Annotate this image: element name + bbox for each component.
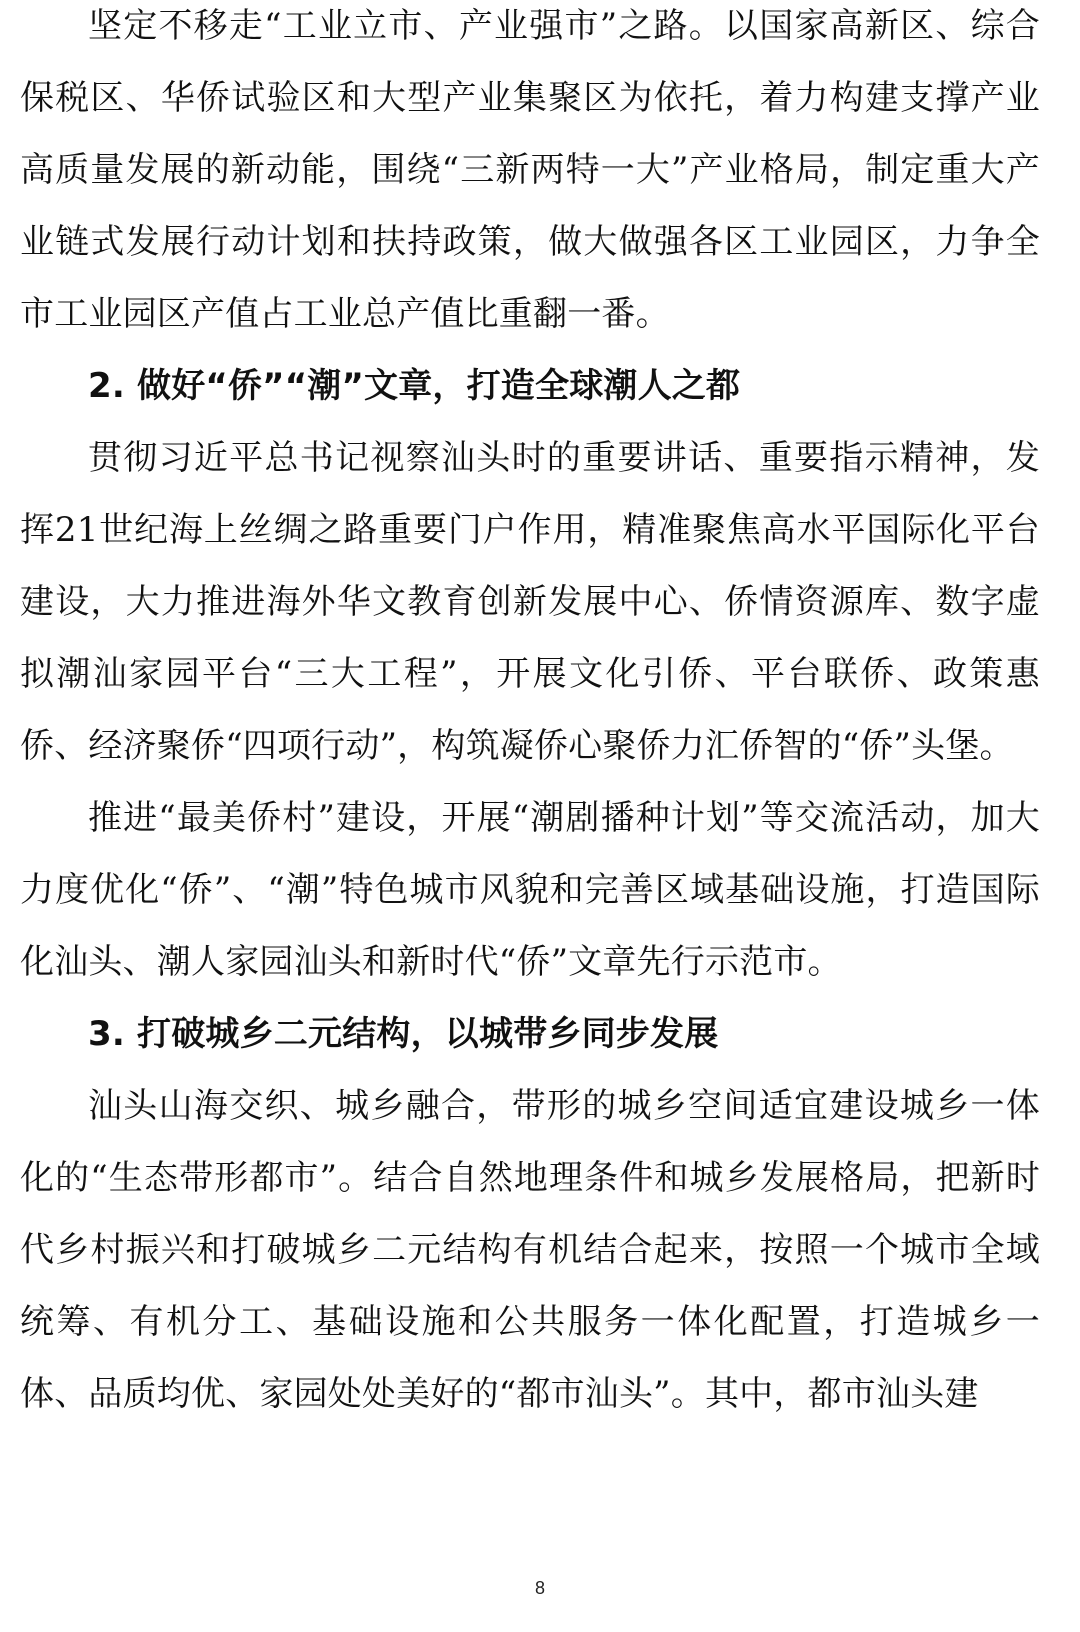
section-heading-3 [20,998,1040,1070]
page-number: 8 [534,1578,545,1598]
paragraph-continuation [20,0,1040,350]
paragraph [20,422,1040,782]
paragraph [20,782,1040,998]
paragraph [20,1070,1040,1430]
paragraph-text: 汕头山海交织、城乡融合，带形的城乡空间适宜建设城乡一体化的“生态带形都市”。结合自然地理条件和城乡发展格局，把新时代乡村振兴和打破城乡二元结构有机结合起来，按照一个城市全域统筹、有机分工、基础设施和公共服务一体化配置，打造城乡一体、品质均优、家园处处美好的“都市汕头”。其中，都市汕头建 [20,1086,1040,1414]
paragraph-text: 坚定不移走“工业立市、产业强市”之路。以国家高新区、综合保税区、华侨试验区和大型产业集聚区为依托，着力构建支撑产业高质量发展的新动能，围绕“三新两特一大”产业格局，制定重大产业链式发展行动计划和扶持政策，做大做强各区工业园区，力争全市工业园区产值占工业总产值比重翻一番。 [20,6,1040,334]
heading-text: 2. 做好“侨”“潮”文章，打造全球潮人之都 [88,366,741,406]
paragraph-text: 推进“最美侨村”建设，开展“潮剧播种计划”等交流活动，加大力度优化“侨”、“潮”特色城市风貌和完善区域基础设施，打造国际化汕头、潮人家园汕头和新时代“侨”文章先行示范市。 [20,798,1040,982]
document-body [20,0,1040,1430]
heading-text: 3. 打破城乡二元结构，以城带乡同步发展 [88,1014,719,1054]
paragraph-text: 贯彻习近平总书记视察汕头时的重要讲话、重要指示精神，发挥21世纪海上丝绸之路重要门户作用，精准聚焦高水平国际化平台建设，大力推进海外华文教育创新发展中心、侨情资源库、数字虚拟潮汕家园平台“三大工程”，开展文化引侨、平台联侨、政策惠侨、经济聚侨“四项行动”，构筑凝侨心聚侨力汇侨智的“侨”头堡。 [20,438,1040,766]
section-heading-2 [20,350,1040,422]
